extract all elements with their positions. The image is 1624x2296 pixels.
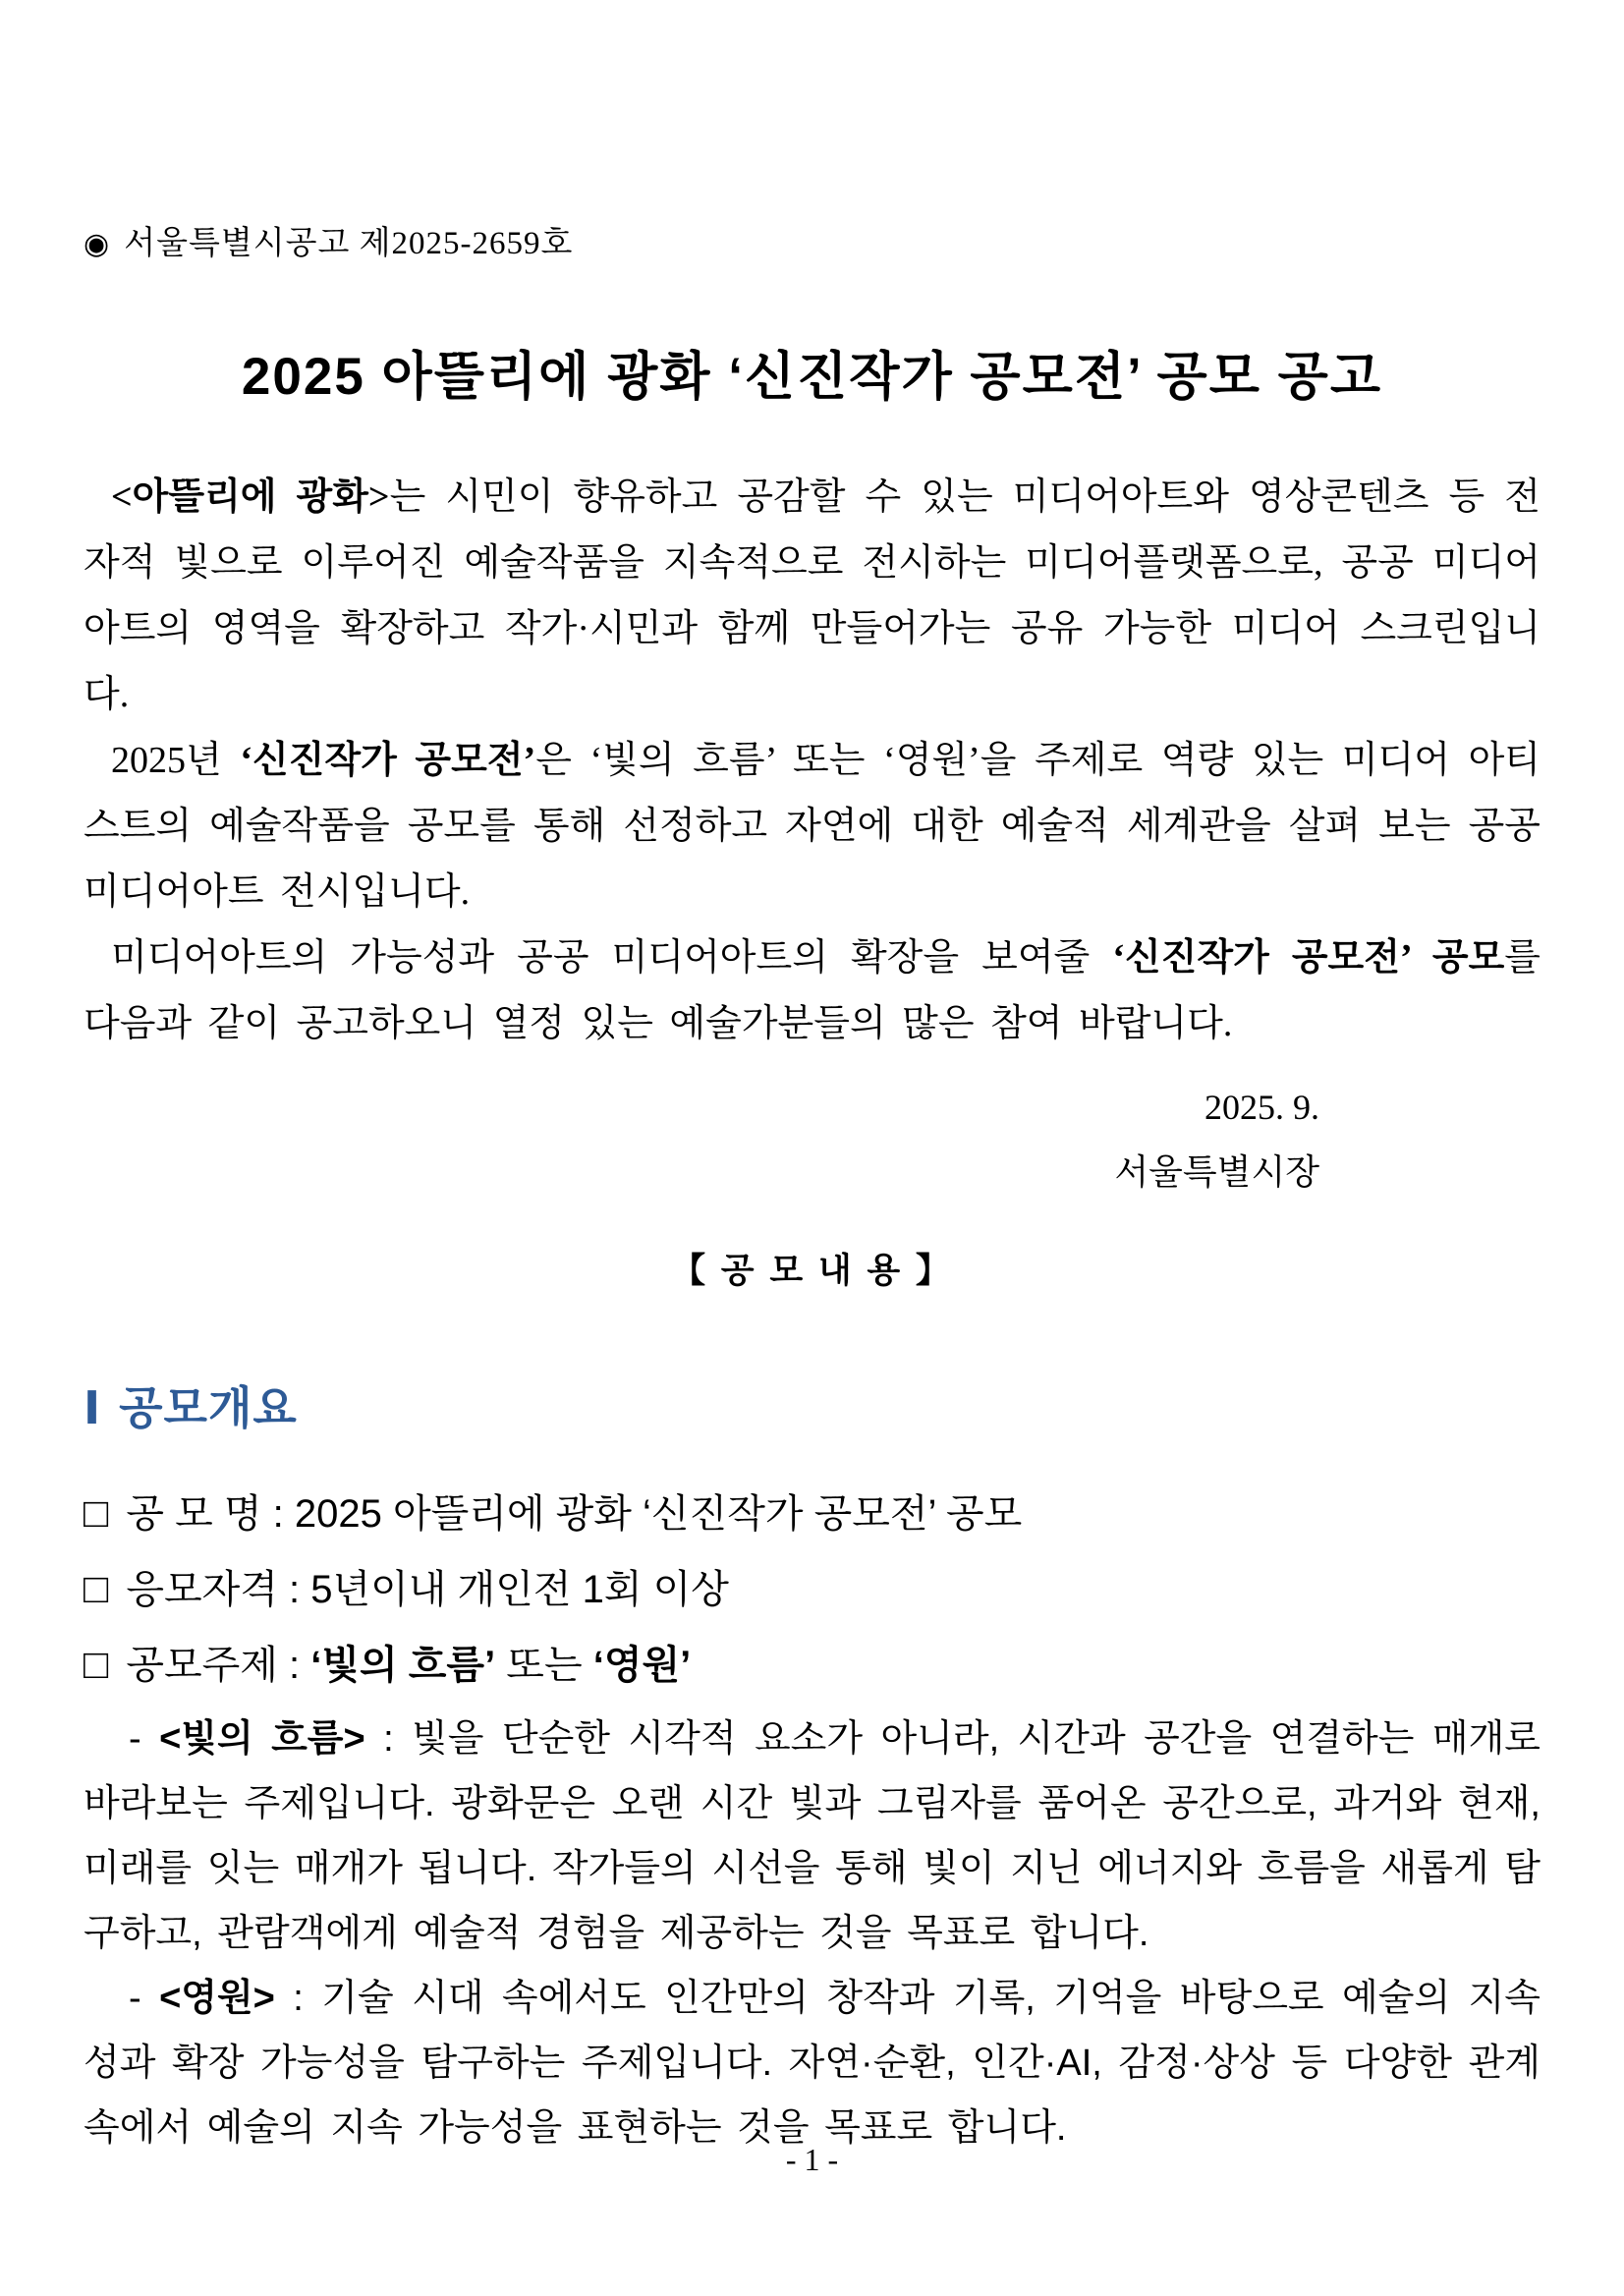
overview-items — [84, 1476, 1540, 1703]
intro-paragraph-1-text: 는 시민이 향유하고 공감할 수 있는 미디어아트와 영상콘텐츠 등 전자적 빛으로 이루어진 예술작품을 지속적으로 전시하는 미디어플랫폼으로, 공공 미디어아트의 영역을 확장하고 작가·시민과 함께 만들어가는 공유 가능한 미디어 스크린입니다. — [84, 476, 1540, 715]
item-eligibility-text: 응모자격 : 5년이내 개인전 1회 이상 — [126, 1568, 729, 1611]
square-bullet-icon: □ — [84, 1489, 109, 1536]
content-banner: 【 공 모 내 용 】 — [671, 1252, 953, 1290]
fisheye-bullet-icon: ◉ — [84, 228, 111, 260]
intro-paragraph-2-text: 은 ‘빛의 흐름’ 또는 ‘영원’을 주제로 역량 있는 미디어 아티스트의 예술작품을 공모를 통해 선정하고 자연에 대한 예술적 세계관을 살펴 보는 공공 미디어아트 전시입니다. — [84, 740, 1540, 913]
signature-block — [84, 1075, 1540, 1204]
announcer-title: 서울특별시장 — [1114, 1152, 1319, 1192]
theme-light-flow-text: : 빛을 단순한 시각적 요소가 아니라, 시간과 공간을 연결하는 매개로 바라보는 주제입니다. 광화문은 오랜 시간 빛과 그림자를 품어온 공간으로, 과거와 현재, 미래를 잇는 매개가 됩니다. 작가들의 시선을 통해 빛이 지닌 에너지와 흐름을 새롭게 탐구하고, 관람객에게 예술적 경험을 제공하는 것을 목표로 합니다. — [84, 1718, 1540, 1954]
highlight-competition-name: ‘신진작가 공모전’ — [240, 740, 536, 781]
theme-eternity-description — [84, 1966, 1540, 2160]
dash-marker: - — [129, 1978, 160, 2019]
page-number: - 1 - — [785, 2142, 839, 2177]
intro-paragraph-3-text: 를 다음과 같이 공고하오니 열정 있는 예술가분들의 많은 참여 바랍니다. — [84, 937, 1540, 1044]
highlight-theme-light-flow: ‘빛의 흐름’ — [310, 1644, 496, 1687]
theme-light-flow-description — [84, 1707, 1540, 1966]
item-competition-name-text: 공 모 명 : 2025 아뜰리에 광화 ‘신진작가 공모전’ 공모 — [126, 1492, 1023, 1536]
intro-paragraph-3-lead: 미디어아트의 가능성과 공공 미디어아트의 확장을 보여줄 — [111, 937, 1113, 979]
intro-paragraph-1 — [84, 465, 1540, 728]
intro-paragraph-2-lead: 2025년 — [111, 740, 241, 781]
theme-descriptions — [84, 1707, 1540, 2160]
highlight-theme-eternity: ‘영원’ — [592, 1644, 692, 1687]
highlight-atelier-gwanghwa: <아뜰리에 광화> — [111, 476, 390, 518]
announcement-date: 2025. 9. — [1204, 1088, 1319, 1127]
highlight-competition-gongmo: ‘신진작가 공모전’ 공모 — [1112, 937, 1505, 979]
intro-paragraph-2 — [84, 728, 1540, 925]
intro-paragraph-3 — [84, 925, 1540, 1057]
item-theme-or: 또는 — [495, 1644, 593, 1687]
item-eligibility — [84, 1551, 1540, 1627]
theme-eternity-text: : 기술 시대 속에서도 인간만의 창작과 기록, 기억을 바탕으로 예술의 지속성과 확장 가능성을 탐구하는 주제입니다. 자연·순환, 인간·AI, 감정·상상 등 다양한 관계속에서 예술의 지속 가능성을 표현하는 것을 목표로 합니다. — [84, 1978, 1540, 2149]
dash-marker: - — [129, 1718, 160, 1760]
notice-number — [84, 224, 1540, 264]
section-1-numeral: Ⅰ — [84, 1382, 102, 1433]
theme-light-flow-title: <빛의 흐름> — [159, 1718, 365, 1760]
square-bullet-icon: □ — [84, 1565, 109, 1611]
notice-number-text: 서울특별시공고 제2025-2659호 — [124, 226, 574, 261]
item-theme — [84, 1627, 1540, 1703]
section-1-heading — [84, 1383, 1540, 1432]
document-title: 2025 아뜰리에 광화 ‘신진작가 공모전’ 공모 공고 — [241, 348, 1383, 406]
intro-section — [84, 465, 1540, 1057]
item-competition-name — [84, 1476, 1540, 1551]
theme-eternity-title: <영원> — [159, 1978, 275, 2019]
item-theme-label: 공모주제 : — [126, 1644, 311, 1687]
square-bullet-icon: □ — [84, 1641, 109, 1687]
section-1-title: 공모개요 — [119, 1382, 298, 1433]
